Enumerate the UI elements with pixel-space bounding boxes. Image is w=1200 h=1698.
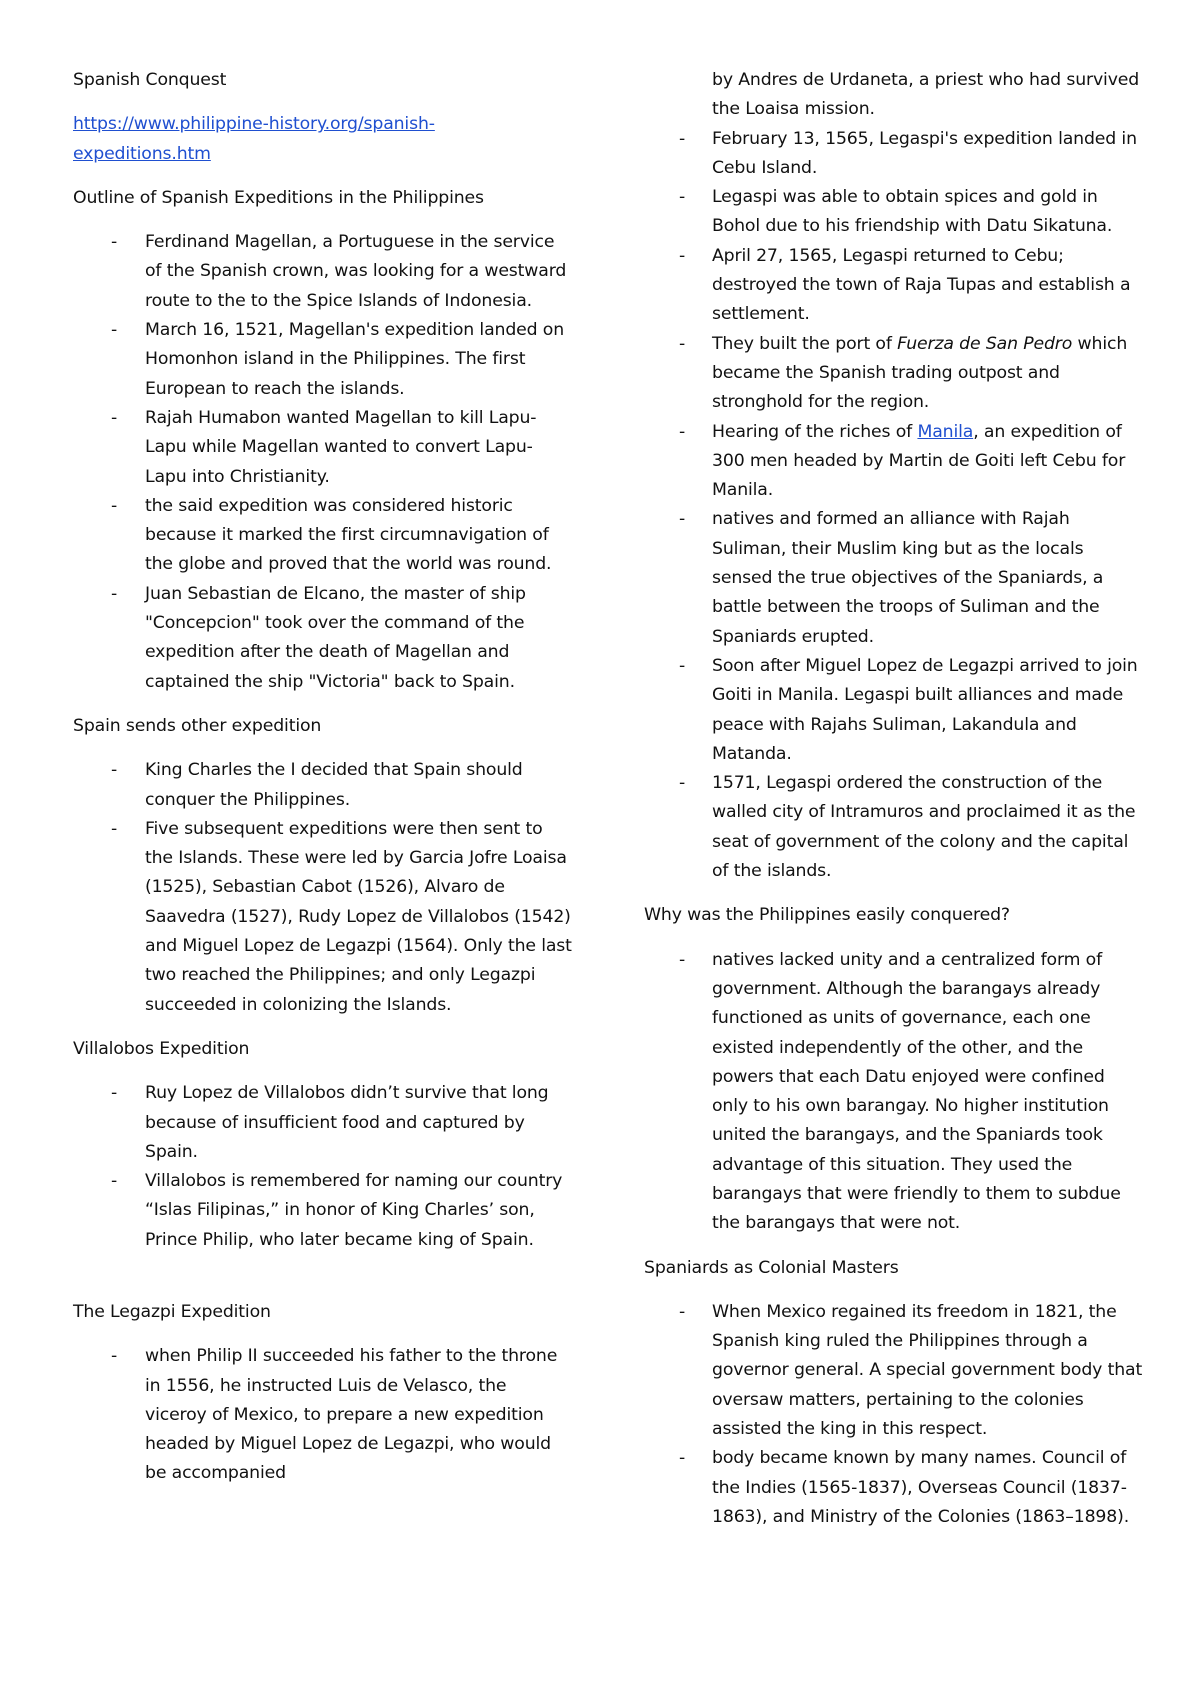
list-item-text: natives and formed an alliance with Rajah Suliman, their Muslim king but as the locals sensed the true objectives of the Spaniards, a battle between the troops of Suliman and the Spaniards erupted. <box>712 509 1104 647</box>
list-item <box>73 404 573 492</box>
list-item <box>73 580 573 697</box>
dash-bullet: - <box>679 421 686 442</box>
dash-bullet: - <box>111 320 118 341</box>
list-item-text-before: They built the port of <box>712 333 898 354</box>
list-item <box>644 946 1144 1239</box>
list-item-text: body became known by many names. Council of the Indies (1565-1837), Overseas Council (1837-1863), and Ministry of the Colonies (1863–1898). <box>712 1448 1130 1527</box>
dash-bullet: - <box>679 509 686 530</box>
dash-bullet: - <box>679 128 686 149</box>
dash-bullet: - <box>679 655 686 676</box>
list-item-text: Five subsequent expeditions were then sent to the Islands. These were led by Garcia Jofre Loaisa (1525), Sebastian Cabot (1526), Alvaro de Saavedra (1527), Rudy Lopez de Villalobos (1542) and Miguel Lopez de Legazpi (1564). Only the last two reached the Philippines; and only Legazpi succeeded in colonizing the Islands. <box>145 818 572 1015</box>
left-column <box>73 66 573 1504</box>
list-item-text: When Mexico regained its freedom in 1821, the Spanish king ruled the Philippines through a governor general. A special government body that oversaw matters, pertaining to the colonies assisted the king in this respect. <box>712 1301 1143 1440</box>
bullet-list <box>73 228 573 697</box>
list-item <box>644 125 1144 184</box>
bullet-list <box>73 756 573 1020</box>
list-item <box>73 316 573 404</box>
dash-bullet: - <box>111 1171 118 1192</box>
list-item <box>644 652 1144 769</box>
list-item-text-after: , an expedition of 300 men headed by Martin de Goiti left Cebu for Manila. <box>712 421 1126 501</box>
list-item <box>73 815 573 1020</box>
source-link-part-1[interactable]: https://www.philippine-history.org/spanish- <box>73 114 435 135</box>
list-item-text: Soon after Miguel Lopez de Legazpi arrived to join Goiti in Manila. Legaspi built alliances and made peace with Rajahs Suliman, Lakandula and Matanda. <box>712 655 1138 764</box>
list-item-text: when Philip II succeeded his father to the throne in 1556, he instructed Luis de Velasco, the viceroy of Mexico, to prepare a new expedition headed by Miguel Lopez de Legazpi, who would be accompanied <box>145 1346 558 1484</box>
dash-bullet: - <box>679 187 686 208</box>
list-item-text: April 27, 1565, Legaspi returned to Cebu; destroyed the town of Raja Tupas and establish a settlement. <box>712 245 1131 325</box>
dash-bullet: - <box>111 232 118 253</box>
list-item-text: Villalobos is remembered for naming our country “Islas Filipinas,” in honor of King Charles’ son, Prince Philip, who later became king of Spain. <box>145 1171 563 1250</box>
bullet-list <box>644 1298 1144 1532</box>
right-column <box>644 66 1144 1547</box>
list-item <box>644 330 1144 418</box>
document-title: Spanish Conquest <box>73 70 227 90</box>
list-item-text: Rajah Humabon wanted Magellan to kill Lapu-Lapu while Magellan wanted to convert Lapu-Lapu into Christianity. <box>145 407 537 487</box>
section-heading: Spain sends other expedition <box>73 715 322 736</box>
list-item-text: by Andres de Urdaneta, a priest who had survived the Loaisa mission. <box>712 70 1140 120</box>
list-item-text: February 13, 1565, Legaspi's expedition landed in Cebu Island. <box>712 128 1137 178</box>
dash-bullet: - <box>111 1346 118 1367</box>
list-item <box>644 418 1144 506</box>
list-item <box>644 505 1144 651</box>
dash-bullet: - <box>111 818 118 839</box>
list-item-text: Juan Sebastian de Elcano, the master of ship "Concepcion" took over the command of the expedition after the death of Magellan and captained the ship "Victoria" back to Spain. <box>145 583 526 692</box>
manila-link[interactable]: Manila <box>917 421 974 442</box>
list-item-text-after: which became the Spanish trading outpost and stronghold for the region. <box>712 333 1128 413</box>
list-item-text: Legaspi was able to obtain spices and gold in Bohol due to his friendship with Datu Sikatuna. <box>712 187 1113 237</box>
dash-bullet: - <box>679 245 686 266</box>
list-item <box>73 1167 573 1255</box>
list-item-text: 1571, Legaspi ordered the construction of the walled city of Intramuros and proclaimed it as the seat of government of the colony and the capital of the islands. <box>712 773 1136 882</box>
list-item <box>73 228 573 316</box>
list-item-text: King Charles the I decided that Spain should conquer the Philippines. <box>145 760 523 810</box>
list-item-text-before: Hearing of the riches of <box>712 421 918 442</box>
dash-bullet: - <box>111 760 118 781</box>
list-item <box>73 492 573 580</box>
source-link-part-2[interactable]: expeditions.htm <box>73 143 211 164</box>
section-heading: Spaniards as Colonial Masters <box>644 1257 899 1278</box>
dash-bullet: - <box>111 1083 118 1104</box>
list-item-continuation <box>644 66 1144 125</box>
list-item-text: March 16, 1521, Magellan's expedition landed on Homonhon island in the Philippines. The first European to reach the islands. <box>145 320 565 399</box>
list-item <box>73 1342 573 1488</box>
bullet-list <box>644 946 1144 1239</box>
list-item <box>644 242 1144 330</box>
list-item <box>644 183 1144 242</box>
list-item-italic: Fuerza de San Pedro <box>897 333 1073 354</box>
dash-bullet: - <box>679 949 686 970</box>
section-heading: The Legazpi Expedition <box>73 1301 271 1322</box>
list-item <box>73 1079 573 1167</box>
list-item <box>644 1298 1144 1444</box>
dash-bullet: - <box>111 495 118 516</box>
section-heading: Villalobos Expedition <box>73 1038 250 1059</box>
dash-bullet: - <box>679 333 686 354</box>
list-item-text: the said expedition was considered historic because it marked the first circumnavigation of the globe and proved that the world was round. <box>145 495 552 575</box>
list-item-text: Ruy Lopez de Villalobos didn’t survive that long because of insufficient food and captured by Spain. <box>145 1083 549 1162</box>
dash-bullet: - <box>679 773 686 794</box>
bullet-list <box>644 66 1144 886</box>
dash-bullet: - <box>111 407 118 428</box>
dash-bullet: - <box>111 583 118 604</box>
list-item <box>73 756 573 815</box>
bullet-list <box>73 1079 573 1255</box>
section-heading: Why was the Philippines easily conquered? <box>644 905 1010 926</box>
list-item <box>644 1444 1144 1532</box>
bullet-list <box>73 1342 573 1488</box>
list-item <box>644 769 1144 886</box>
source-link[interactable] <box>73 110 573 169</box>
dash-bullet: - <box>679 1301 686 1322</box>
list-item-text: Ferdinand Magellan, a Portuguese in the service of the Spanish crown, was looking for a westward route to the to the Spice Islands of Indonesia. <box>145 232 567 311</box>
list-item-text: natives lacked unity and a centralized form of government. Although the barangays already functioned as units of governance, each one existed independently of the other, and the powers that each Datu enjoyed were confined only to his own barangay. No higher institution united the barangays, and the Spaniards took advantage of this situation. They used the barangays that were friendly to them to subdue the barangays that were not. <box>712 949 1121 1234</box>
dash-bullet: - <box>679 1448 686 1469</box>
section-heading: Outline of Spanish Expeditions in the Philippines <box>73 187 484 208</box>
